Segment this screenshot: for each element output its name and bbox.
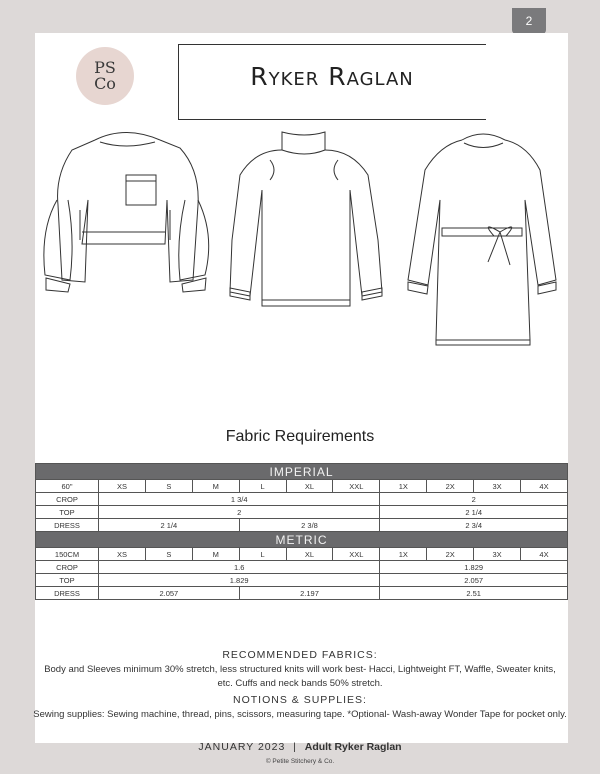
imperial-dress-row [36, 519, 568, 532]
value-cell: 2.057 [380, 574, 568, 587]
size-cell: 4X [521, 548, 568, 561]
metric-top-row [36, 574, 568, 587]
notions-heading: NOTIONS & SUPPLIES: [233, 694, 367, 706]
size-cell: L [239, 548, 286, 561]
row-label: CROP [36, 561, 99, 574]
size-cell: S [145, 548, 192, 561]
value-cell: 2 [99, 506, 380, 519]
crop-top-illustration [44, 133, 209, 293]
fabric-requirements-table [35, 463, 568, 600]
pattern-title: Ryker Raglan [250, 62, 414, 91]
imperial-header: IMPERIAL [36, 464, 568, 480]
row-label: DRESS [36, 519, 99, 532]
row-label: TOP [36, 574, 99, 587]
logo-line-1: PS [94, 58, 116, 77]
imperial-size-row [36, 480, 568, 493]
size-cell: XXL [333, 548, 380, 561]
fabric-requirements-title: Fabric Requirements [225, 428, 375, 445]
size-cell: 3X [474, 548, 521, 561]
size-cell: M [192, 548, 239, 561]
metric-crop-row [36, 561, 568, 574]
value-cell: 2.057 [99, 587, 240, 600]
size-cell: L [239, 480, 286, 493]
value-cell: 2 1/4 [380, 506, 568, 519]
size-cell: 1X [380, 480, 427, 493]
metric-header: METRIC [36, 532, 568, 548]
page-number-tab: 2 [512, 8, 546, 34]
value-cell: 2.197 [239, 587, 380, 600]
value-cell: 1.829 [380, 561, 568, 574]
value-cell: 1.829 [99, 574, 380, 587]
row-label: TOP [36, 506, 99, 519]
imperial-width-label: 60" [36, 480, 99, 493]
dress-illustration [408, 134, 556, 345]
value-cell: 2 1/4 [99, 519, 240, 532]
size-cell: 2X [427, 548, 474, 561]
size-cell: M [192, 480, 239, 493]
footer-date: JANUARY 2023 [198, 741, 286, 753]
notions-text: Sewing supplies: Sewing machine, thread, pins, scissors, measuring tape. *Optional- Wash-away Wonder Tape for pocket only. [33, 709, 567, 720]
size-cell: 4X [521, 480, 568, 493]
metric-dress-row [36, 587, 568, 600]
logo-line-2: Co [94, 74, 116, 93]
size-cell: 2X [427, 480, 474, 493]
value-cell: 1 3/4 [99, 493, 380, 506]
size-cell: 1X [380, 548, 427, 561]
size-cell: XL [286, 548, 333, 561]
size-cell: XS [99, 480, 146, 493]
recommended-fabrics-text: Body and Sleeves minimum 30% stretch, less structured knits will work best- Hacci, Lightweight FT, Waffle, Sweater knits, etc. Cuffs and neck bands 50% stretch. [44, 664, 556, 689]
row-label: CROP [36, 493, 99, 506]
size-cell: XS [99, 548, 146, 561]
metric-header-row [36, 532, 568, 548]
page-footer [0, 741, 600, 753]
recommended-fabrics-heading: RECOMMENDED FABRICS: [222, 649, 378, 661]
footer-label: Adult Ryker Raglan [304, 741, 402, 753]
size-cell: XXL [333, 480, 380, 493]
size-cell: XL [286, 480, 333, 493]
imperial-top-row [36, 506, 568, 519]
value-cell: 2 [380, 493, 568, 506]
value-cell: 2 3/4 [380, 519, 568, 532]
value-cell: 1.6 [99, 561, 380, 574]
size-cell: S [145, 480, 192, 493]
metric-width-label: 150CM [36, 548, 99, 561]
value-cell: 2.51 [380, 587, 568, 600]
row-label: DRESS [36, 587, 99, 600]
turtleneck-top-illustration [230, 132, 382, 306]
value-cell: 2 3/8 [239, 519, 380, 532]
imperial-crop-row [36, 493, 568, 506]
imperial-header-row [36, 464, 568, 480]
copyright: © Petite Stitchery & Co. [265, 758, 335, 765]
metric-size-row [36, 548, 568, 561]
footer-separator: | [293, 741, 297, 753]
size-cell: 3X [474, 480, 521, 493]
